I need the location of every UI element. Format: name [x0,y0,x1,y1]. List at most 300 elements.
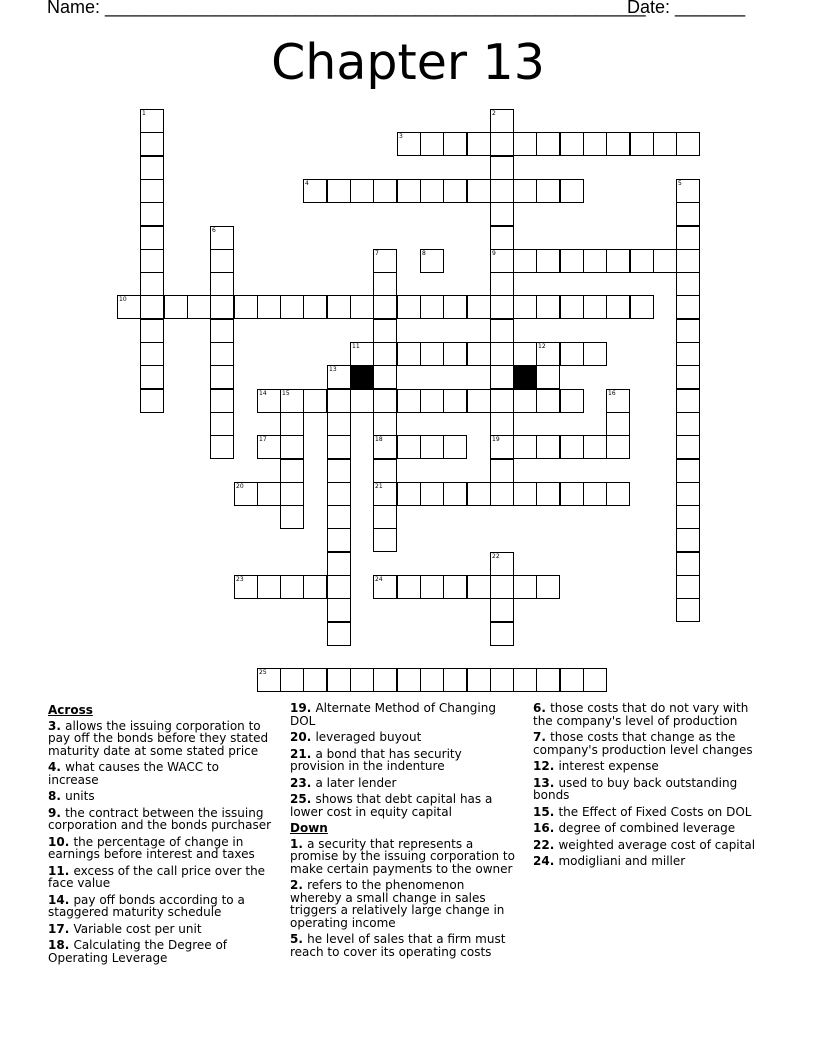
crossword-cell[interactable] [420,575,444,599]
crossword-cell[interactable] [397,435,421,459]
crossword-cell[interactable] [513,435,537,459]
black-square [350,365,374,389]
crossword-cell[interactable] [327,459,351,483]
crossword-cell[interactable] [397,132,421,156]
crossword-cell[interactable] [583,295,607,319]
crossword-cell[interactable] [467,668,491,692]
clue [533,822,763,835]
crossword-cell[interactable] [676,202,700,226]
crossword-cell[interactable] [140,132,164,156]
crossword-cell[interactable] [490,365,514,389]
crossword-cell[interactable] [420,482,444,506]
crossword-cell[interactable] [467,342,491,366]
clue [533,731,763,756]
crossword-cell[interactable] [606,412,630,436]
crossword-cell[interactable] [490,389,514,413]
clue-text: excess of the call price over the face value [48,863,266,890]
crossword-cell[interactable] [513,132,537,156]
crossword-cell[interactable] [560,249,584,273]
crossword-cell[interactable] [327,435,351,459]
crossword-cell[interactable] [676,598,700,622]
crossword-cell[interactable] [327,668,351,692]
clue-number: 21 [375,483,383,490]
clue-number-label: 11. [48,863,74,878]
crossword-cell[interactable] [606,389,630,413]
clue-section-heading: Across [48,703,93,717]
crossword-cell[interactable] [210,272,234,296]
crossword-cell[interactable] [676,459,700,483]
clue-text: degree of combined leverage [558,821,736,835]
crossword-cell[interactable] [257,389,281,413]
clue-number-label: 17. [48,921,74,936]
clue-number: 6 [212,227,216,234]
crossword-cell[interactable] [234,575,258,599]
clue-number: 9 [492,250,496,257]
crossword-cell[interactable] [373,459,397,483]
crossword-cell[interactable] [280,668,304,692]
crossword-cell[interactable] [490,412,514,436]
clue-text: those costs that change as the company's production level changes [533,730,753,757]
crossword-cell[interactable] [397,668,421,692]
crossword-cell[interactable] [676,295,700,319]
crossword-cell[interactable] [490,132,514,156]
clue-number: 19 [492,436,500,443]
clue-number: 15 [282,390,290,397]
clue-number-label: 12. [533,759,559,773]
crossword-cell[interactable] [536,435,560,459]
crossword-cell[interactable] [280,412,304,436]
crossword-cell[interactable] [373,668,397,692]
crossword-cell[interactable] [420,295,444,319]
crossword-cell[interactable] [443,389,467,413]
crossword-cell[interactable] [327,622,351,646]
crossword-cell[interactable] [443,179,467,203]
clue-text: interest expense [558,759,659,773]
crossword-cell[interactable] [397,389,421,413]
crossword-cell[interactable] [327,482,351,506]
crossword-cell[interactable] [606,249,630,273]
clue-number: 12 [538,343,546,350]
crossword-cell[interactable] [210,389,234,413]
crossword-cell[interactable] [140,249,164,273]
crossword-cell[interactable] [234,482,258,506]
clue [290,731,518,744]
crossword-cell[interactable] [420,668,444,692]
crossword-cell[interactable] [210,435,234,459]
crossword-cell[interactable] [443,435,467,459]
crossword-cell[interactable] [420,389,444,413]
crossword-cell[interactable] [257,295,281,319]
crossword-cell[interactable] [583,342,607,366]
clue-text: those costs that do not vary with the company's level of production [533,701,749,728]
crossword-cell[interactable] [560,179,584,203]
clue-text: allows the issuing corporation to pay off the bonds before they stated maturity date at some stated price [48,718,269,758]
crossword-cell[interactable] [490,179,514,203]
clue-number-label: 19. [290,701,316,715]
clue-number-label: 9. [48,805,66,820]
crossword-cell[interactable] [443,482,467,506]
crossword-cell[interactable] [536,482,560,506]
crossword-cell[interactable] [653,249,677,273]
crossword-cell[interactable] [653,132,677,156]
crossword-cell[interactable] [676,482,700,506]
clue-number-label: 18. [48,938,74,952]
crossword-cell[interactable] [676,319,700,343]
crossword-cell[interactable] [327,575,351,599]
crossword-cell[interactable] [350,342,374,366]
clue-number: 17 [259,436,267,443]
crossword-cell[interactable] [373,482,397,506]
crossword-cell[interactable] [490,109,514,133]
crossword-cell[interactable] [536,389,560,413]
crossword-cell[interactable] [257,668,281,692]
crossword-cell[interactable] [303,575,327,599]
crossword-cell[interactable] [140,109,164,133]
crossword-cell[interactable] [187,295,211,319]
crossword-cell[interactable] [140,156,164,180]
crossword-cell[interactable] [513,389,537,413]
crossword-cell[interactable] [117,295,141,319]
clue [533,806,763,819]
crossword-cell[interactable] [536,179,560,203]
crossword-cell[interactable] [350,668,374,692]
clue-number: 24 [375,576,383,583]
crossword-cell[interactable] [513,668,537,692]
clue-text: Alternate Method of Changing DOL [290,701,496,728]
crossword-cell[interactable] [303,389,327,413]
crossword-cell[interactable] [560,132,584,156]
crossword-cell[interactable] [536,365,560,389]
crossword-cell[interactable] [373,575,397,599]
black-square [513,365,537,389]
crossword-cell[interactable] [630,132,654,156]
clue-text: refers to the phenomenon whereby a small change in sales triggers a relatively large change in operating income [290,878,505,930]
crossword-cell[interactable] [467,179,491,203]
clue-number-label: 23. [290,775,316,790]
crossword-cell[interactable] [467,575,491,599]
crossword-cell[interactable] [490,598,514,622]
clue-number-label: 3. [48,718,66,733]
crossword-cell[interactable] [536,249,560,273]
clue [48,939,273,964]
crossword-cell[interactable] [630,249,654,273]
clue-text: he level of sales that a firm must reach to cover its operating costs [290,932,506,959]
crossword-cell[interactable] [210,249,234,273]
crossword-cell[interactable] [490,668,514,692]
crossword-cell[interactable] [327,598,351,622]
crossword-cell[interactable] [560,482,584,506]
crossword-cell[interactable] [536,342,560,366]
clue-text: the percentage of change in earnings before interest and taxes [48,834,255,861]
clue-number: 5 [678,180,682,187]
crossword-cell[interactable] [373,365,397,389]
clue-number: 7 [375,250,379,257]
crossword-cell[interactable] [350,389,374,413]
clue-text: weighted average cost of capital [558,837,756,852]
crossword-cell[interactable] [140,319,164,343]
name-field-label: Name: ______________________________________________________ [47,0,646,17]
clue [533,839,763,852]
clue-text: Variable cost per unit [73,921,202,936]
crossword-cell[interactable] [443,342,467,366]
crossword-cell[interactable] [560,668,584,692]
crossword-cell[interactable] [676,132,700,156]
crossword-cell[interactable] [140,365,164,389]
crossword-cell[interactable] [583,435,607,459]
crossword-cell[interactable] [443,295,467,319]
crossword-cell[interactable] [490,482,514,506]
crossword-cell[interactable] [560,342,584,366]
crossword-cell[interactable] [140,272,164,296]
crossword-cell[interactable] [303,668,327,692]
crossword-cell[interactable] [373,179,397,203]
crossword-cell[interactable] [397,179,421,203]
crossword-cell[interactable] [676,552,700,576]
crossword-cell[interactable] [467,389,491,413]
crossword-cell[interactable] [490,295,514,319]
clue-number-label: 22. [533,837,559,852]
crossword-cell[interactable] [280,435,304,459]
clue-text: Calculating the Degree of Operating Leverage [48,938,228,965]
crossword-cell[interactable] [140,226,164,250]
crossword-cell[interactable] [606,132,630,156]
clue [48,923,273,936]
clue-number: 13 [329,366,337,373]
crossword-cell[interactable] [467,132,491,156]
crossword-cell[interactable] [443,132,467,156]
crossword-cell[interactable] [397,575,421,599]
crossword-cell[interactable] [350,295,374,319]
crossword-cell[interactable] [420,435,444,459]
crossword-cell[interactable] [303,179,327,203]
crossword-cell[interactable] [373,249,397,273]
crossword-cell[interactable] [490,622,514,646]
clue-number: 3 [399,133,403,140]
clue-number: 4 [305,180,309,187]
crossword-cell[interactable] [373,272,397,296]
crossword-cell[interactable] [490,319,514,343]
crossword-cell[interactable] [560,435,584,459]
crossword-cell[interactable] [420,132,444,156]
crossword-cell[interactable] [210,226,234,250]
crossword-cell[interactable] [676,342,700,366]
crossword-cell[interactable] [676,272,700,296]
crossword-cell[interactable] [676,249,700,273]
crossword-cell[interactable] [676,179,700,203]
clue-text: leveraged buyout [315,730,422,744]
crossword-cell[interactable] [676,435,700,459]
crossword-cell[interactable] [234,295,258,319]
clue-number: 10 [119,296,127,303]
crossword-cell[interactable] [327,412,351,436]
clue-number-label: 24. [533,854,559,868]
clue [48,836,273,861]
crossword-cell[interactable] [490,272,514,296]
crossword-cell[interactable] [140,342,164,366]
crossword-cell[interactable] [583,668,607,692]
crossword-cell[interactable] [513,295,537,319]
clue [533,855,763,868]
clue [533,702,763,727]
clue [533,777,763,802]
crossword-cell[interactable] [676,528,700,552]
crossword-cell[interactable] [513,482,537,506]
clue [48,790,273,803]
clue-number: 8 [422,250,426,257]
clue-text: modigliani and miller [558,854,686,868]
crossword-cell[interactable] [140,295,164,319]
clue-number-label: 14. [48,892,74,907]
crossword-cell[interactable] [490,552,514,576]
crossword-cell[interactable] [257,482,281,506]
crossword-cell[interactable] [606,295,630,319]
crossword-cell[interactable] [280,482,304,506]
crossword-cell[interactable] [280,389,304,413]
crossword-cell[interactable] [536,668,560,692]
clue [48,761,273,786]
crossword-cell[interactable] [327,552,351,576]
crossword-cell[interactable] [583,132,607,156]
crossword-cell[interactable] [373,295,397,319]
clue [290,793,518,818]
crossword-cell[interactable] [210,365,234,389]
crossword-cell[interactable] [210,412,234,436]
crossword-cell[interactable] [443,668,467,692]
crossword-cell[interactable] [257,575,281,599]
crossword-cell[interactable] [583,482,607,506]
crossword-cell[interactable] [513,575,537,599]
crossword-cell[interactable] [676,575,700,599]
crossword-cell[interactable] [140,202,164,226]
crossword-cell[interactable] [420,179,444,203]
crossword-cell[interactable] [536,295,560,319]
clue [533,760,763,773]
crossword-cell[interactable] [560,389,584,413]
clue-text: what causes the WACC to increase [48,760,219,787]
clue [48,720,273,758]
crossword-cell[interactable] [606,482,630,506]
clues-column-3 [533,702,763,872]
clue-text: a bond that has security provision in the indenture [290,746,462,773]
crossword-cell[interactable] [373,435,397,459]
crossword-cell[interactable] [676,226,700,250]
crossword-cell[interactable] [350,179,374,203]
crossword-cell[interactable] [490,575,514,599]
crossword-cell[interactable] [373,505,397,529]
clue-number-label: 10. [48,834,74,849]
crossword-cell[interactable] [327,365,351,389]
crossword-cell[interactable] [560,295,584,319]
crossword-cell[interactable] [280,295,304,319]
crossword-cell[interactable] [280,459,304,483]
clue-text: units [65,789,95,803]
crossword-cell[interactable] [676,412,700,436]
crossword-cell[interactable] [140,179,164,203]
clue [290,748,518,773]
clue-number: 23 [236,576,244,583]
clue-number-label: 6. [533,701,551,715]
clue-number-label: 2. [290,878,308,892]
clue-text: pay off bonds according to a staggered maturity schedule [48,892,245,919]
crossword-cell[interactable] [303,295,327,319]
crossword-cell[interactable] [373,319,397,343]
crossword-cell[interactable] [327,505,351,529]
crossword-cell[interactable] [490,226,514,250]
crossword-cell[interactable] [513,342,537,366]
clues-column-2 [290,702,518,962]
crossword-cell[interactable] [420,342,444,366]
crossword-cell[interactable] [513,249,537,273]
clue-number: 11 [352,343,360,350]
crossword-cell[interactable] [513,179,537,203]
clue-number-label: 20. [290,730,316,744]
crossword-cell[interactable] [327,528,351,552]
clue [48,807,273,832]
clue-number-label: 4. [48,760,66,774]
crossword-cell[interactable] [676,389,700,413]
clue-text: a later lender [315,775,397,790]
crossword-cell[interactable] [140,389,164,413]
crossword-cell[interactable] [164,295,188,319]
crossword-cell[interactable] [280,575,304,599]
crossword-cell[interactable] [373,412,397,436]
crossword-cell[interactable] [327,389,351,413]
crossword-cell[interactable] [536,132,560,156]
crossword-cell[interactable] [490,342,514,366]
clue-number-label: 1. [290,836,308,851]
crossword-cell[interactable] [373,389,397,413]
crossword-cell[interactable] [210,319,234,343]
crossword-cell[interactable] [210,295,234,319]
date-field-label: Date: _______ [627,0,746,17]
clue [290,702,518,727]
crossword-cell[interactable] [490,202,514,226]
crossword-cell[interactable] [443,575,467,599]
crossword-cell[interactable] [490,435,514,459]
crossword-cell[interactable] [373,342,397,366]
crossword-cell[interactable] [490,249,514,273]
crossword-cell[interactable] [327,295,351,319]
crossword-cell[interactable] [210,342,234,366]
clue-number-label: 16. [533,821,559,835]
crossword-cell[interactable] [397,342,421,366]
crossword-cell[interactable] [397,482,421,506]
clue-number-label: 5. [290,932,308,946]
crossword-cell[interactable] [467,295,491,319]
crossword-cell[interactable] [536,575,560,599]
crossword-cell[interactable] [257,435,281,459]
crossword-cell[interactable] [630,295,654,319]
crossword-cell[interactable] [327,179,351,203]
clue-number: 22 [492,553,500,560]
crossword-cell[interactable] [397,295,421,319]
clue-number: 25 [259,669,267,676]
crossword-cell[interactable] [280,505,304,529]
crossword-cell[interactable] [467,482,491,506]
crossword-cell[interactable] [676,505,700,529]
crossword-cell[interactable] [373,528,397,552]
crossword-cell[interactable] [606,435,630,459]
crossword-cell[interactable] [676,365,700,389]
crossword-cell[interactable] [583,249,607,273]
clue-text: used to buy back outstanding bonds [533,775,738,802]
clue-number: 14 [259,390,267,397]
crossword-cell[interactable] [490,459,514,483]
clue [48,865,273,890]
page-title: Chapter 13 [271,34,545,91]
crossword-cell[interactable] [420,249,444,273]
crossword-cell[interactable] [490,156,514,180]
